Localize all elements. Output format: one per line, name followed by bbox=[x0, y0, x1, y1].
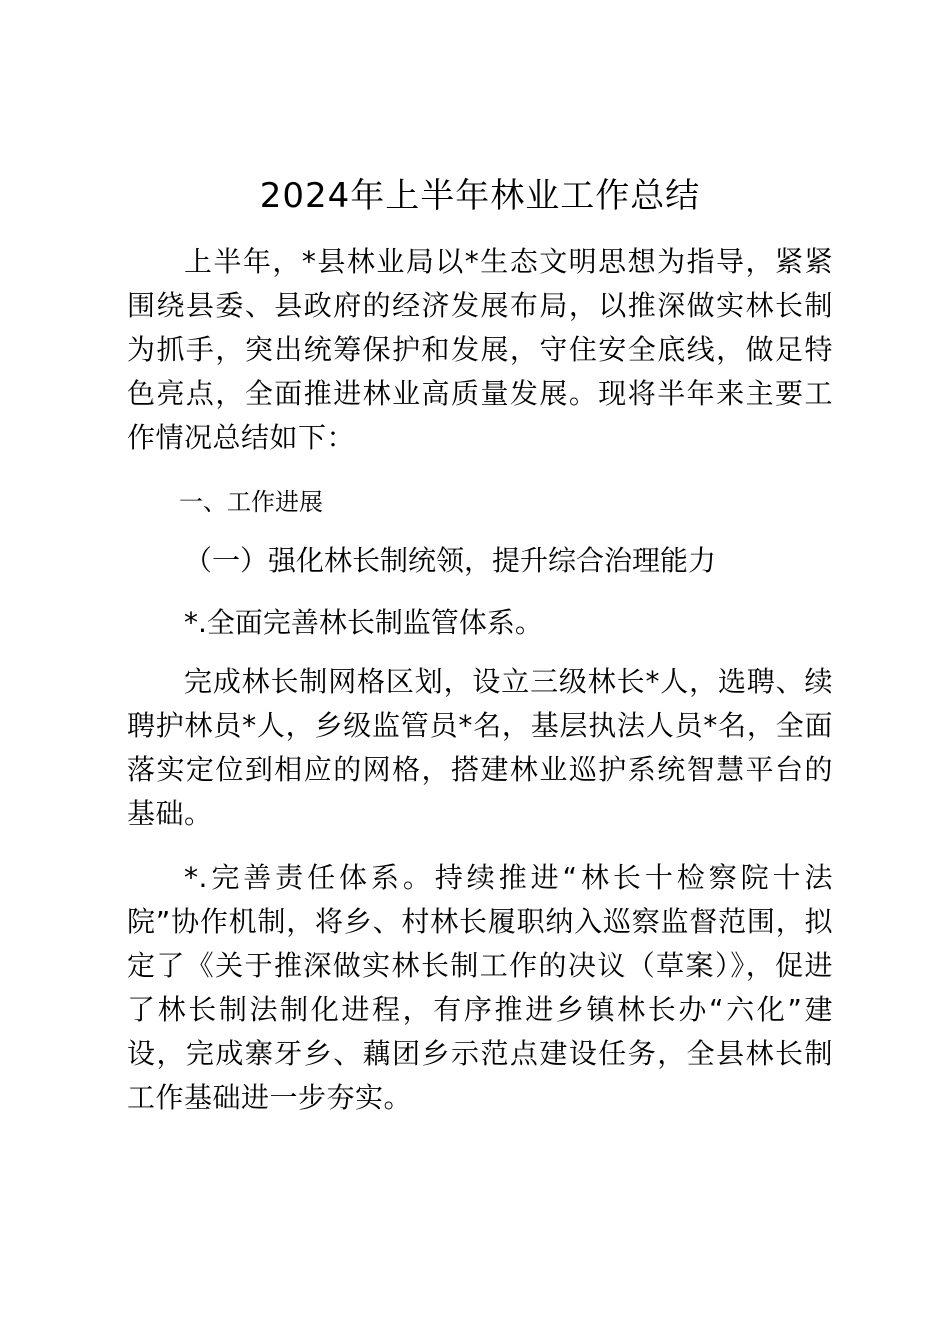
item-heading-supervision-system: *.全面完善林长制监管体系。 bbox=[184, 606, 543, 639]
document-title: 2024年上半年林业工作总结 bbox=[259, 176, 701, 216]
item-2-paragraph: *.完善责任体系。持续推进“林长十检察院十法院”协作机制，将乡、村林长履职纳入巡察监督范围，拟定了《关于推深做实林长制工作的决议（草案）》，促进了林长制法制化进程，有序推进乡镇林长办“六化”建设，完成寨牙乡、藕团乡示范点建设任务，全县林长制工作基础进一步夯实。 bbox=[127, 861, 833, 1114]
item-1-paragraph: 完成林长制网格区划，设立三级林长*人，选聘、续聘护林员*人，乡级监管员*名，基层执法人员*名，全面落实定位到相应的网格，搭建林业巡护系统智慧平台的基础。 bbox=[127, 665, 833, 830]
subsection-heading-forest-chief: （一）强化林长制统领，提升综合治理能力 bbox=[184, 544, 717, 577]
section-heading-work-progress: 一、工作进展 bbox=[179, 488, 323, 516]
intro-paragraph: 上半年，*县林业局以*生态文明思想为指导，紧紧围绕县委、县政府的经济发展布局，以推深做实林长制为抓手，突出统筹保护和发展，守住安全底线，做足特色亮点，全面推进林业高质量发展。现将半年来主要工作情况总结如下： bbox=[127, 245, 833, 454]
